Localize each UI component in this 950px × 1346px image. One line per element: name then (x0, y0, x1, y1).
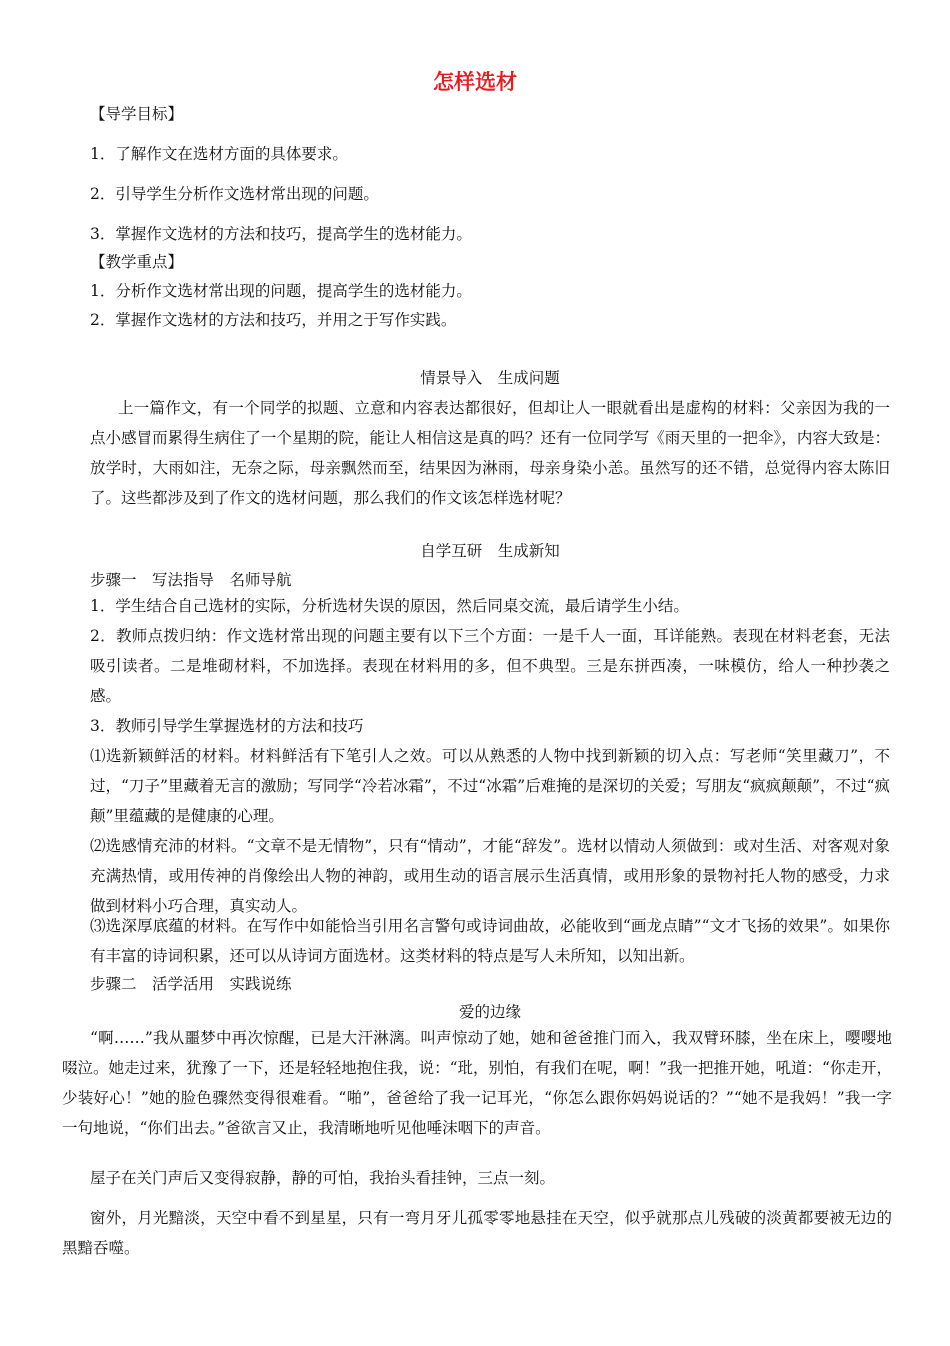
method-new-material: ⑴选新颖鲜活的材料。材料鲜活有下笔引人之效。可以从熟悉的人物中找到新颖的切入点：写老师“笑里藏刀”，不过，“刀子”里藏着无言的激励；写同学“冷若冰霜”，不过“冰霜”后难掩的是深切的关爱；写朋友“疯疯颠颠”，不过“疯颠”里蕴藏的是健康的心理。 (90, 747, 890, 825)
essay-paragraph-1: “啊……”我从噩梦中再次惊醒，已是大汗淋漓。叫声惊动了她，她和爸爸推门而入，我双臂环膝，坐在床上，嘤嘤地啜泣。她走过来，犹豫了一下，还是轻轻地抱住我，说：“玭，别怕，有我们在呢，啊！”我一把推开她，吼道：“你走开，少装好心！”她的脸色骤然变得很难看。“啪”，爸爸给了我一记耳光，“你怎么跟你妈妈说话的？”“她不是我妈！”我一字一句地说，“你们出去。”爸欲言又止，我清晰地听见他唾沫咽下的声音。 (62, 1029, 892, 1137)
section-heading-intro: 情景导入 生成问题 (420, 369, 560, 387)
essay-paragraph-3: 窗外，月光黯淡，天空中看不到星星，只有一弯月牙儿孤零零地悬挂在天空，似乎就那点儿残破的淡黄都要被无边的黑黯吞噬。 (62, 1209, 892, 1257)
page-title: 怎样选材 (433, 70, 517, 94)
method-deep-material: ⑶选深厚底蕴的材料。在写作中如能恰当引用名言警句或诗词曲故，必能收到“画龙点睛”“文才飞扬的效果”。如果你有丰富的诗词积累，还可以从诗词方面选材。这类材料的特点是写人未所知，以知出新。 (90, 917, 890, 965)
focus-item-2: 2．掌握作文选材的方法和技巧，并用之于写作实践。 (90, 311, 457, 329)
guide-heading: 【导学目标】 (90, 105, 184, 123)
step-one-point-3: 3．教师引导学生掌握选材的方法和技巧 (90, 717, 364, 735)
focus-item-1: 1．分析作文选材常出现的问题，提高学生的选材能力。 (90, 282, 472, 300)
step-one-point-1: 1．学生结合自己选材的实际，分析选材失误的原因，然后同桌交流，最后请学生小结。 (90, 597, 689, 615)
guide-item-2: 2．引导学生分析作文选材常出现的问题。 (90, 185, 379, 203)
step-two-heading: 步骤二 活学活用 实践说练 (90, 975, 292, 993)
section-heading-study: 自学互研 生成新知 (420, 542, 560, 560)
guide-item-3: 3．掌握作文选材的方法和技巧，提高学生的选材能力。 (90, 225, 472, 243)
focus-heading: 【教学重点】 (90, 253, 184, 271)
method-emotional-material: ⑵选感情充沛的材料。“文章不是无情物”，只有“情动”，才能“辞发”。选材以情动人须做到：或对生活、对客观对象充满热情，或用传神的肖像绘出人物的神韵，或用生动的语言展示生活真情，或用形象的景物衬托人物的感受，力求做到材料小巧合理，真实动人。 (90, 837, 890, 915)
step-one-heading: 步骤一 写法指导 名师导航 (90, 571, 292, 589)
intro-paragraph: 上一篇作文，有一个同学的拟题、立意和内容表达都很好，但却让人一眼就看出是虚构的材料：父亲因为我的一点小感冒而累得生病住了一个星期的院，能让人相信这是真的吗？还有一位同学写《雨天里的一把伞》，内容大致是：放学时，大雨如注，无奈之际，母亲飘然而至，结果因为淋雨，母亲身染小恙。虽然写的还不错，总觉得内容太陈旧了。这些都涉及到了作文的选材问题，那么我们的作文该怎样选材呢？ (90, 399, 890, 507)
essay-paragraph-2: 屋子在关门声后又变得寂静，静的可怕，我抬头看挂钟，三点一刻。 (90, 1169, 556, 1187)
essay-title: 爱的边缘 (458, 1003, 521, 1021)
guide-item-1: 1．了解作文在选材方面的具体要求。 (90, 145, 348, 163)
step-one-point-2: 2．教师点拨归纳：作文选材常出现的问题主要有以下三个方面：一是千人一面，耳详能熟。表现在材料老套，无法吸引读者。二是堆砌材料，不加选择。表现在材料用的多，但不典型。三是东拼西凑，一味模仿，给人一种抄袭之感。 (90, 627, 890, 705)
